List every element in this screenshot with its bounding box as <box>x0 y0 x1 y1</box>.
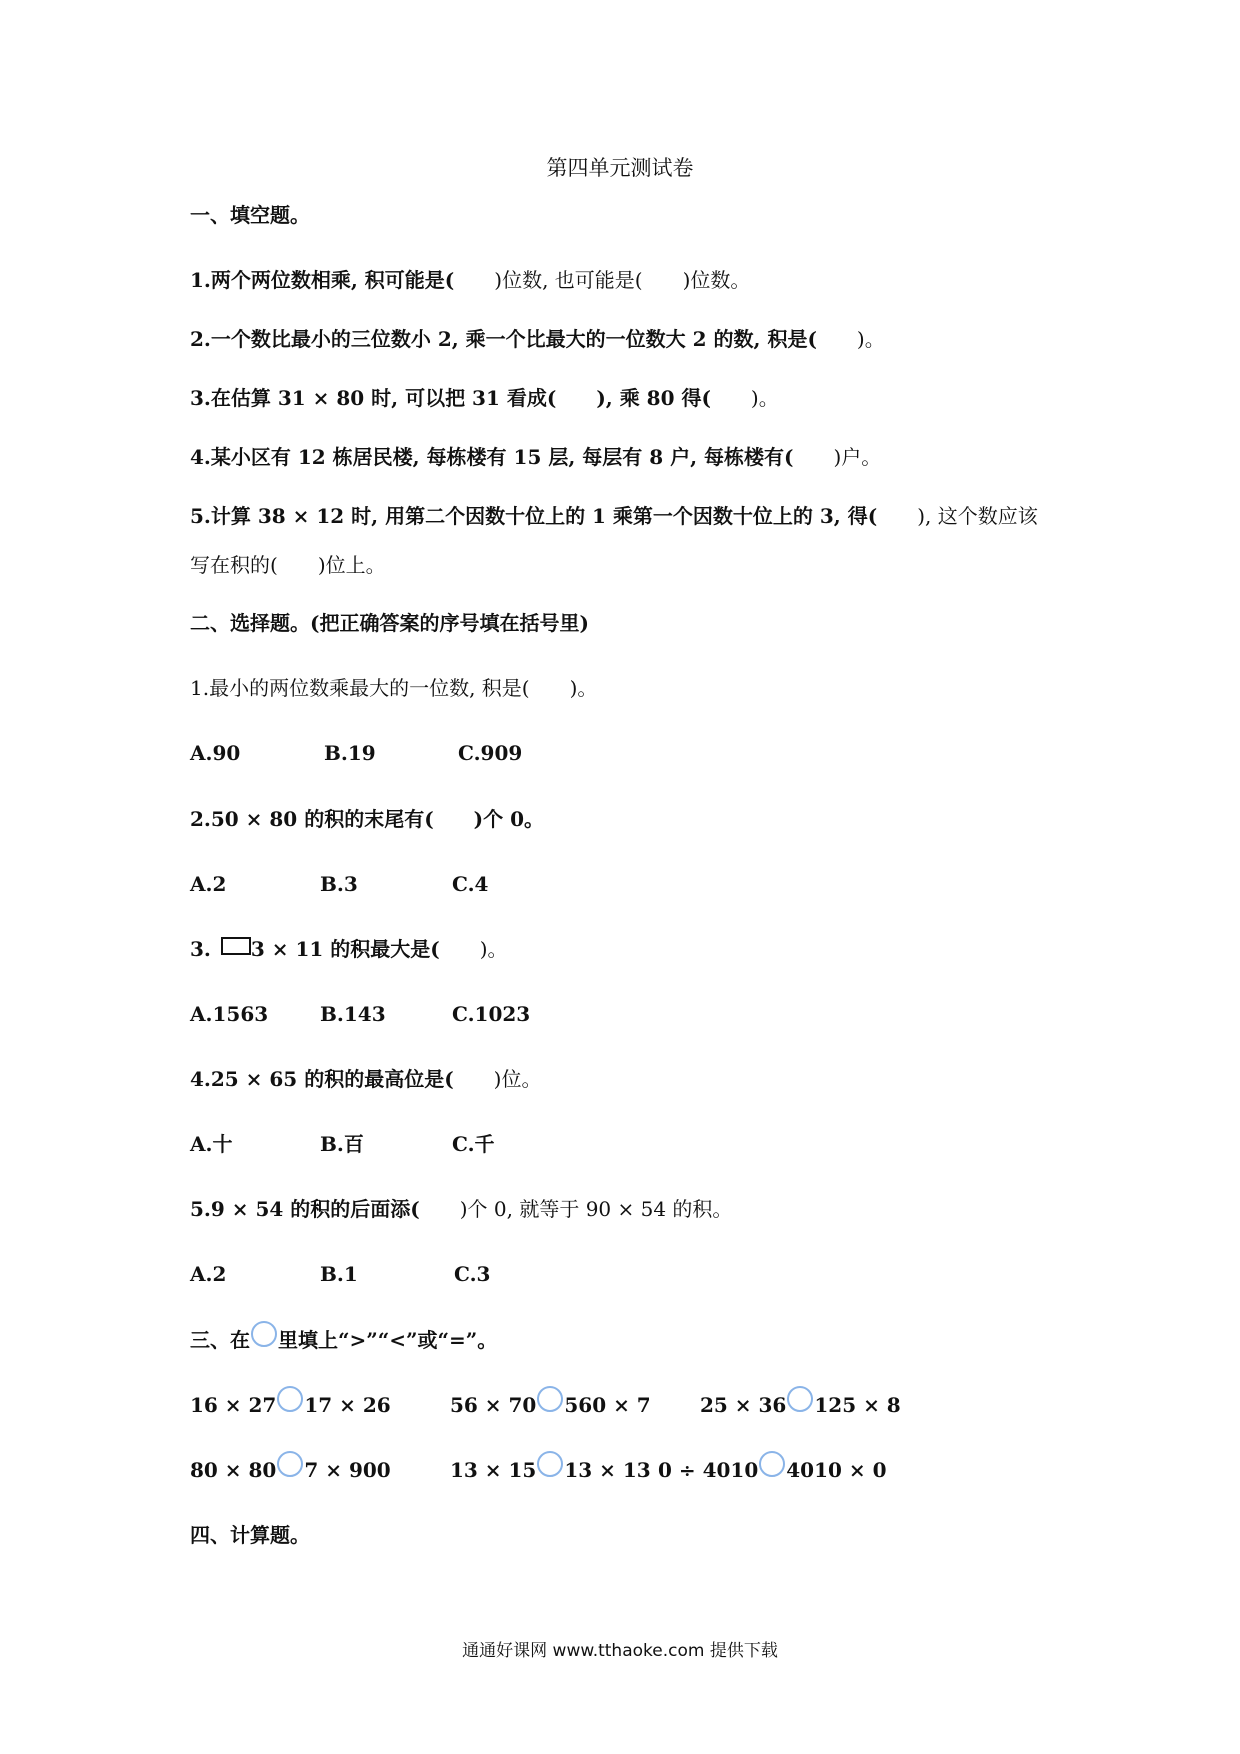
q-text: 3. <box>190 937 211 961</box>
q-text: 3.在估算 31 × 80 时, 可以把 31 看成( <box>190 386 557 410</box>
choice-question-1 <box>190 675 597 701</box>
q-text: ), 乘 80 得( <box>596 386 711 410</box>
option-a: A.2 <box>190 1262 227 1286</box>
option-b: B.百 <box>320 1132 364 1156</box>
q-text: 4.25 × 65 的积的最高位是( <box>190 1067 454 1091</box>
compare-left: 80 × 80 <box>190 1458 277 1482</box>
section-heading-compare <box>190 1327 497 1355</box>
compare-circle[interactable] <box>537 1386 563 1412</box>
compare-right: 125 × 8 <box>814 1393 901 1417</box>
option-b: B.19 <box>324 741 376 765</box>
q-text: 2.一个数比最小的三位数小 2, 乘一个比最大的一位数大 2 的数, 积是( <box>190 327 817 351</box>
q-text: )位数, 也可能是( <box>494 268 643 292</box>
circle-blank-icon <box>251 1321 277 1347</box>
option-b: B.143 <box>320 1002 386 1026</box>
choice-question-2 <box>190 806 544 832</box>
compare-item <box>190 1392 391 1420</box>
option-c: C.4 <box>452 872 489 896</box>
compare-right: 560 × 7 <box>564 1393 651 1417</box>
q-text: 2.50 × 80 的积的末尾有( <box>190 807 434 831</box>
fill-question-4 <box>190 444 881 470</box>
compare-left: 56 × 70 <box>450 1393 537 1417</box>
compare-item <box>658 1457 887 1485</box>
compare-left: 16 × 27 <box>190 1393 277 1417</box>
fill-question-2 <box>190 326 885 352</box>
choice-question-5 <box>190 1196 732 1222</box>
q-text: )个 0。 <box>473 807 544 831</box>
q-text: 5.计算 38 × 12 时, 用第二个因数十位上的 1 乘第一个因数十位上的 3, 得( <box>190 504 878 528</box>
blank-box <box>221 937 251 955</box>
option-c: C.千 <box>452 1132 495 1156</box>
q-text: )个 0, 就等于 90 × 54 的积。 <box>459 1197 733 1221</box>
heading-text: 三、在 <box>190 1328 250 1352</box>
q-text: 1.最小的两位数乘最大的一位数, 积是( <box>190 676 530 700</box>
q-text: )位。 <box>493 1067 542 1091</box>
option-c: C.909 <box>458 741 523 765</box>
heading-text: 里填上“>”“<”或“=”。 <box>278 1328 498 1352</box>
q-text: 4.某小区有 12 栋居民楼, 每栋楼有 15 层, 每层有 8 户, 每栋楼有( <box>190 445 794 469</box>
compare-circle[interactable] <box>277 1451 303 1477</box>
q-text: 5.9 × 54 的积的后面添( <box>190 1197 420 1221</box>
option-c: C.3 <box>454 1262 491 1286</box>
option-a: A.十 <box>190 1132 233 1156</box>
fill-question-5 <box>190 503 1038 529</box>
compare-left: 25 × 36 <box>700 1393 787 1417</box>
compare-circle[interactable] <box>537 1451 563 1477</box>
option-b: B.3 <box>320 872 358 896</box>
compare-right: 7 × 900 <box>304 1458 391 1482</box>
page-title: 第四单元测试卷 <box>546 156 694 180</box>
fill-question-1 <box>190 267 750 293</box>
fill-question-5-cont <box>190 552 386 578</box>
q-text: )。 <box>856 327 885 351</box>
q-text: 3 × 11 的积最大是( <box>250 937 440 961</box>
compare-right: 17 × 26 <box>304 1393 391 1417</box>
section-heading-choice: 二、选择题。(把正确答案的序号填在括号里) <box>190 611 589 635</box>
section-heading-calc: 四、计算题。 <box>190 1523 310 1547</box>
option-b: B.1 <box>320 1262 358 1286</box>
choice-question-4 <box>190 1066 541 1092</box>
compare-item <box>450 1392 651 1420</box>
compare-item <box>450 1457 651 1485</box>
compare-item <box>190 1457 391 1485</box>
option-a: A.1563 <box>190 1002 269 1026</box>
choice-question-3 <box>190 936 508 962</box>
q-text: )位数。 <box>682 268 751 292</box>
option-a: A.2 <box>190 872 227 896</box>
option-c: C.1023 <box>452 1002 531 1026</box>
q-text: 写在积的( <box>190 553 278 577</box>
compare-right: 13 × 13 <box>564 1458 651 1482</box>
compare-left: 0 ÷ 4010 <box>658 1458 759 1482</box>
q-text: )。 <box>479 937 508 961</box>
fill-question-3 <box>190 385 779 411</box>
q-text: 1.两个两位数相乘, 积可能是( <box>190 268 455 292</box>
compare-item <box>700 1392 901 1420</box>
compare-right: 4010 × 0 <box>786 1458 887 1482</box>
compare-circle[interactable] <box>787 1386 813 1412</box>
q-text: )。 <box>569 676 598 700</box>
compare-circle[interactable] <box>277 1386 303 1412</box>
q-text: )位上。 <box>317 553 386 577</box>
q-text: ), 这个数应该 <box>917 504 1038 528</box>
q-text: )。 <box>750 386 779 410</box>
section-heading-fill-blank: 一、填空题。 <box>190 203 310 227</box>
footer-source: 通通好课网 www.tthaoke.com 提供下载 <box>462 1641 778 1661</box>
option-a: A.90 <box>190 741 241 765</box>
compare-circle[interactable] <box>759 1451 785 1477</box>
compare-left: 13 × 15 <box>450 1458 537 1482</box>
q-text: )户。 <box>833 445 882 469</box>
